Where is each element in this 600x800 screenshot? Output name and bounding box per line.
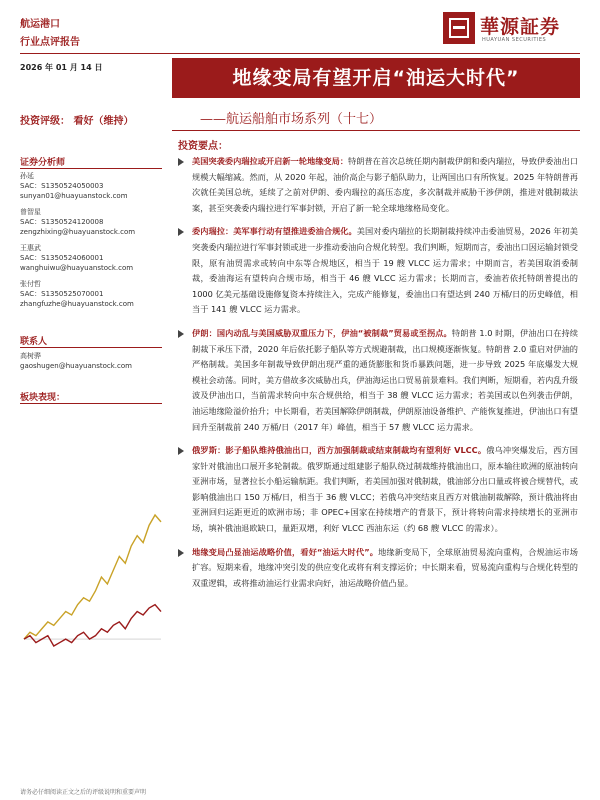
key-point-lead: 委内瑞拉：美军事行动有望推进委油合规化。 [192,226,357,237]
header-divider [20,53,580,54]
key-point-body: 美国对委内瑞拉的长期制裁持续冲击委油贸易，2026 年初美突袭委内瑞拉进行军事封锁或进一步推动委油向合规化转型。我们判断，短期而言，委油出口因运输封锁受限，原有油贸需求或转向中东等合规地区，相当于 19 艘 VLCC 运力需求；中期而言，若美国取消委制裁，委油海运有望转向合规市场，相当于 46 艘 VLCC 运力需求；长期而言，委油若依托特朗普提出的 1000 亿美元基础设施修复资本持续注入，完成产能修复，委油出口有望达到 240 万桶/日的历史峰值，相当于 141 艘 VLCC 运力需求。 [192,226,578,315]
contact-divider [20,347,162,348]
analyst-name: 王惠武 [20,244,41,252]
key-point-lead: 俄罗斯：影子船队维持俄油出口，西方加强制裁或结束制裁均有望利好 VLCC。 [192,445,487,456]
key-point-body: 地缘新变局下，全球原油贸易流向重构，合规油运市场扩容。短期来看，地缘冲突引发的供应变化或将有利支撑运价；中长期来看，贸易流向重构与合规化转型的双重逻辑，或将推动油运行业需求向好，油运战略价值凸显。 [192,546,578,588]
key-point-lead: 地缘变局凸显油运战略价值，看好“油运大时代”。 [192,546,379,557]
header-left [20,18,80,50]
key-point-body: 特朗普 1.0 时期，伊油出口在持续制裁下承压下滑，2020 年后依托影子船队等方式规避制裁，出口规模逐渐恢复。特朗普 2.0 重启对伊油的严格制裁。美国多年制裁导致伊朗出现严重的通货膨胀和货币暴跌问题，进一步导致 2025 年底爆发大规模社会动荡。同时，美方借故多次威胁出兵，伊油海运出口贸易前景难料。我们判断，短期看，若内乱升级波及伊油出口，当前需求转向中东合规供给，相当于 38 艘 VLCC 运力需求；若美国或以色列袭击伊朗，油运地缘险溢价抬升；中长期看，若美国解除伊朗制裁，伊朗原油设备维护、产能恢复推进，伊油出口有望回升至制裁前 240 万桶/日（2017 年）峰值，相当于 57 艘 VLCC 运力需求。 [192,327,578,432]
triangle-bullet-icon [178,549,184,557]
chart-series-line-0 [24,515,161,639]
triangle-bullet-icon [178,158,184,166]
analyst-email[interactable]: sunyan01@huayuanstock.com [20,192,128,200]
key-point [178,326,578,435]
contact-card [20,351,132,371]
report-type: 行业点评报告 [20,37,80,48]
analyst-sac: SAC：S1350525070001 [20,290,104,298]
analyst-name: 曾智星 [20,208,41,216]
key-point-lead: 美国突袭委内瑞拉或开启新一轮地缘变局： [192,156,349,166]
key-point [178,224,578,318]
analyst-email[interactable]: zhangfuzhe@huayuanstock.com [20,300,134,308]
key-point-body: 俄乌冲突爆发后，西方国家针对俄油出口展开多轮制裁。俄罗斯通过组建影子船队绕过制裁维持俄油出口，原本输往欧洲的原油转向亚洲市场，显著拉长小船运输航距。我们判断，若美国加强对俄制裁，俄油部分出口量或将被合规替代，或影响俄油出口 150 万桶/日，相当于 36 艘 VLCC；若俄乌冲突结束且西方对俄油制裁解除，预计俄油将由亚洲回归运距更近的欧洲市场；非 OPEC+国家在持续增产的背景下，预计将转向需求持续增长的亚洲市场，填补俄油退欧缺口，量距双增，利好 VLCC 西油东运（约 68 艘 VLCC 的需求）。 [192,445,578,534]
analyst-sac: SAC：S1350524050003 [20,182,104,190]
analyst-card [20,171,128,201]
analyst-email[interactable]: zengzhixing@huayuanstock.com [20,228,136,236]
analyst-name: 孙延 [20,172,34,180]
brand-name-en: HUAYUAN SECURITIES [482,37,547,43]
analyst-name: 张付哲 [20,280,41,288]
chart-divider [20,403,162,404]
analyst-sac: SAC：S1350524120008 [20,218,104,226]
key-point [178,443,578,537]
contact-heading: 联系人 [20,337,48,347]
contact-name: 高树骅 [20,352,41,360]
triangle-bullet-icon [178,330,184,338]
investment-rating: 投资评级： 看好（维持） [20,116,134,127]
chart-heading: 板块表现： [20,393,66,403]
key-point [178,545,578,592]
key-points-heading: 投资要点： [178,141,228,152]
report-series: ——航运船舶市场系列（十七） [200,112,383,127]
key-point [178,154,578,216]
report-title: 地缘变局有望开启“油运大时代” [172,58,580,98]
key-point-body: 特朗普在首次总统任期内制裁伊朗和委内瑞拉，导致伊委油出口规模大幅缩减。然而，从 2020 年起，油价高企与影子船队助力，让两国出口有所恢复。2025 年特朗普再次就任美国总统，延续了之前对伊朗、委内瑞拉的高压态度，多次制裁并威胁干涉伊朗，推进对俄制裁法案，甚至突袭委内瑞拉进行军事封锁，开启了新一轮全球地缘格局变化。 [192,156,578,213]
title-divider [172,130,580,131]
key-point-lead: 伊朗：国内动乱与美国威胁双重压力下，伊油“被制裁”贸易或至拐点。 [192,327,452,338]
brand-name: 華源証券 [480,16,561,38]
footer-disclaimer: 请务必仔细阅读正文之后的评级说明和重要声明 [20,789,147,796]
analysts-heading: 证券分析师 [20,158,66,168]
report-category: 航运港口 [20,19,60,30]
analyst-card [20,243,133,273]
triangle-bullet-icon [178,447,184,455]
analyst-card [20,207,135,237]
analyst-card [20,279,134,309]
brand-logo-icon [443,12,475,44]
report-date: 2026 年 01 月 14 日 [20,63,103,72]
triangle-bullet-icon [178,228,184,236]
analysts-divider [20,168,162,169]
analyst-email[interactable]: wanghuiwu@huayuanstock.com [20,264,134,272]
key-points [178,154,578,599]
contact-email[interactable]: gaoshugen@huayuanstock.com [20,362,132,370]
analyst-sac: SAC：S1350524060001 [20,254,104,262]
sector-performance-chart [20,505,165,660]
